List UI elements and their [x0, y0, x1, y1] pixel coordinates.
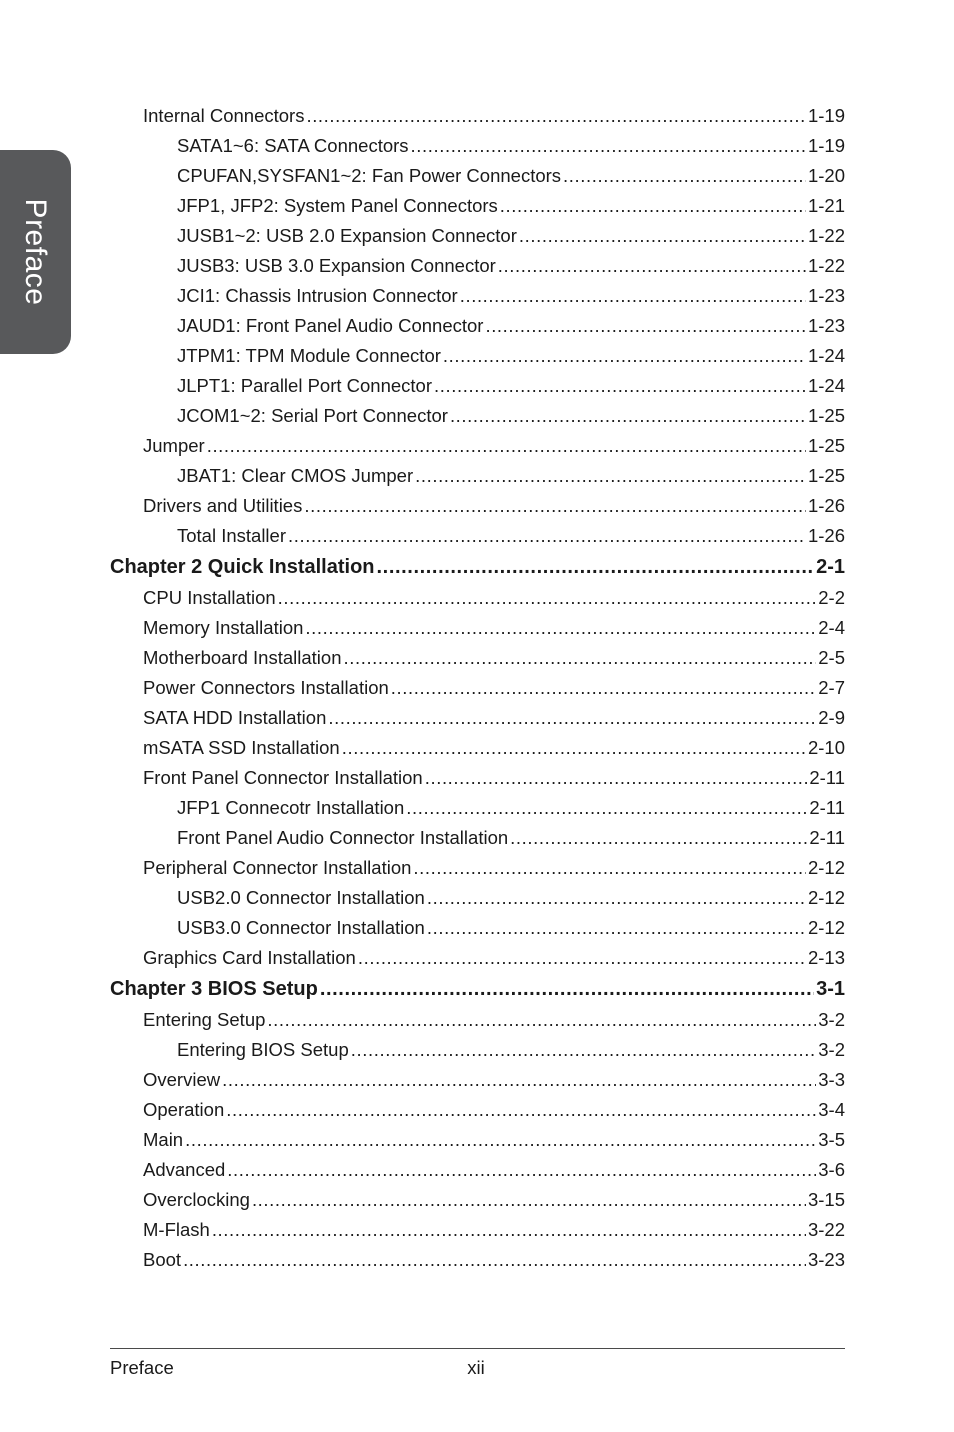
- toc-entry-title: Advanced: [143, 1159, 226, 1180]
- toc-entry-title: Jumper: [143, 435, 205, 456]
- toc-chapter-entry[interactable]: [110, 973, 845, 1005]
- toc-dot-leader: [226, 1095, 816, 1125]
- toc-entry[interactable]: [110, 1035, 845, 1065]
- toc-dot-leader: [500, 191, 806, 221]
- side-tab-label: Preface: [19, 198, 52, 306]
- toc-entry-title: JUSB1~2: USB 2.0 Expansion Connector: [177, 225, 517, 246]
- toc-dot-leader: [343, 643, 816, 673]
- toc-dot-leader: [305, 613, 816, 643]
- toc-entry-title: CPU Installation: [143, 587, 276, 608]
- toc-entry-page: 1-26: [807, 525, 845, 546]
- toc-entry-title: JLPT1: Parallel Port Connector: [177, 375, 433, 396]
- toc-dot-leader: [413, 853, 806, 883]
- toc-entry[interactable]: [110, 1245, 845, 1275]
- toc-entry-page: 1-23: [807, 285, 845, 306]
- toc-entry-page: 1-20: [807, 165, 845, 186]
- toc-entry[interactable]: [110, 161, 845, 191]
- toc-entry-title: Entering Setup: [143, 1009, 266, 1030]
- toc-entry-title: Operation: [143, 1099, 225, 1120]
- toc-entry[interactable]: [110, 521, 845, 551]
- toc-dot-leader: [288, 521, 806, 551]
- toc-entry-page: 1-25: [807, 405, 845, 426]
- toc-dot-leader: [377, 551, 815, 583]
- toc-entry[interactable]: [110, 1065, 845, 1095]
- toc-dot-leader: [342, 733, 806, 763]
- toc-dot-leader: [427, 913, 806, 943]
- toc-entry[interactable]: [110, 913, 845, 943]
- toc-entry-title: Boot: [143, 1249, 182, 1270]
- toc-entry-title: JCOM1~2: Serial Port Connector: [177, 405, 448, 426]
- toc-entry-page: 1-19: [807, 135, 845, 156]
- toc-entry-page: 2-11: [809, 767, 845, 788]
- toc-dot-leader: [207, 431, 806, 461]
- toc-entry-title: Chapter 2 Quick Installation: [110, 556, 375, 578]
- toc-entry-page: 1-22: [807, 255, 845, 276]
- toc-entry-page: 3-2: [818, 1039, 845, 1060]
- toc-entry-page: 2-11: [809, 827, 845, 848]
- toc-entry-title: Overview: [143, 1069, 221, 1090]
- toc-entry-title: Entering BIOS Setup: [177, 1039, 349, 1060]
- toc-entry-page: 3-3: [818, 1069, 845, 1090]
- toc-dot-leader: [183, 1245, 806, 1275]
- toc-entry[interactable]: [110, 101, 845, 131]
- toc-entry[interactable]: [110, 1005, 845, 1035]
- toc-entry-title: mSATA SSD Installation: [143, 737, 340, 758]
- toc-entry-page: 1-24: [807, 345, 845, 366]
- toc-entry[interactable]: [110, 311, 845, 341]
- toc-entry-page: 3-5: [818, 1129, 845, 1150]
- toc-dot-leader: [391, 673, 816, 703]
- toc-entry-page: 2-9: [818, 707, 845, 728]
- toc-entry-page: 1-19: [807, 105, 845, 126]
- toc-entry-page: 2-13: [807, 947, 845, 968]
- toc-dot-leader: [443, 341, 806, 371]
- toc-entry[interactable]: [110, 703, 845, 733]
- toc-entry-page: 2-11: [809, 797, 845, 818]
- toc-entry[interactable]: [110, 823, 845, 853]
- toc-entry-page: 3-2: [818, 1009, 845, 1030]
- toc-entry-page: 3-15: [807, 1189, 845, 1210]
- toc-entry[interactable]: [110, 281, 845, 311]
- toc-entry[interactable]: [110, 1215, 845, 1245]
- footer-page-number: xii: [467, 1357, 485, 1378]
- toc-entry[interactable]: [110, 733, 845, 763]
- toc-entry-title: Main: [143, 1129, 184, 1150]
- toc-dot-leader: [252, 1185, 806, 1215]
- toc-entry[interactable]: [110, 191, 845, 221]
- toc-entry-title: M-Flash: [143, 1219, 210, 1240]
- toc-dot-leader: [304, 491, 806, 521]
- toc-entry-title: Memory Installation: [143, 617, 304, 638]
- toc-dot-leader: [227, 1155, 816, 1185]
- toc-dot-leader: [427, 883, 806, 913]
- toc-entry-title: SATA1~6: SATA Connectors: [177, 135, 409, 156]
- toc-entry-page: 1-21: [807, 195, 845, 216]
- toc-entry-page: 3-23: [807, 1249, 845, 1270]
- toc-entry-title: JBAT1: Clear CMOS Jumper: [177, 465, 414, 486]
- toc-entry-page: 2-5: [818, 647, 845, 668]
- toc-entry[interactable]: [110, 763, 845, 793]
- footer-section-title: Preface: [110, 1357, 174, 1378]
- toc-entry-title: Internal Connectors: [143, 105, 305, 126]
- toc-entry-title: Drivers and Utilities: [143, 495, 303, 516]
- toc-entry-page: 2-10: [807, 737, 845, 758]
- toc-entry[interactable]: [110, 583, 845, 613]
- toc-entry-page: 1-26: [807, 495, 845, 516]
- toc-entry[interactable]: [110, 883, 845, 913]
- toc-entry[interactable]: [110, 943, 845, 973]
- toc-entry[interactable]: [110, 613, 845, 643]
- toc-entry-page: 2-12: [807, 857, 845, 878]
- toc-entry-page: 2-12: [807, 917, 845, 938]
- toc-entry[interactable]: [110, 131, 845, 161]
- toc-entry-title: JFP1 Connecotr Installation: [177, 797, 405, 818]
- toc-entry-page: 1-23: [807, 315, 845, 336]
- toc-dot-leader: [415, 461, 806, 491]
- toc-entry-page: 1-22: [807, 225, 845, 246]
- toc-dot-leader: [185, 1125, 816, 1155]
- toc-dot-leader: [563, 161, 806, 191]
- toc-entry[interactable]: [110, 401, 845, 431]
- toc-entry[interactable]: [110, 853, 845, 883]
- toc-entry-title: Power Connectors Installation: [143, 677, 389, 698]
- toc-entry[interactable]: [110, 431, 845, 461]
- toc-entry-page: 2-12: [807, 887, 845, 908]
- toc-dot-leader: [460, 281, 806, 311]
- table-of-contents: [110, 101, 845, 1275]
- toc-entry-page: 2-4: [818, 617, 845, 638]
- toc-entry-title: USB2.0 Connector Installation: [177, 887, 425, 908]
- toc-entry[interactable]: [110, 371, 845, 401]
- toc-dot-leader: [212, 1215, 806, 1245]
- toc-entry-title: Front Panel Connector Installation: [143, 767, 423, 788]
- toc-entry-page: 2-2: [818, 587, 845, 608]
- toc-dot-leader: [320, 973, 814, 1005]
- toc-entry-title: JFP1, JFP2: System Panel Connectors: [177, 195, 498, 216]
- toc-entry-title: Overclocking: [143, 1189, 250, 1210]
- toc-entry[interactable]: [110, 1125, 845, 1155]
- toc-entry-title: SATA HDD Installation: [143, 707, 327, 728]
- toc-dot-leader: [485, 311, 806, 341]
- toc-entry-title: Peripheral Connector Installation: [143, 857, 412, 878]
- toc-entry-page: 1-24: [807, 375, 845, 396]
- toc-entry-page: 3-1: [816, 978, 845, 1000]
- toc-entry[interactable]: [110, 341, 845, 371]
- toc-entry[interactable]: [110, 1185, 845, 1215]
- toc-entry-title: Total Installer: [177, 525, 286, 546]
- toc-entry-title: Graphics Card Installation: [143, 947, 356, 968]
- toc-entry[interactable]: [110, 1095, 845, 1125]
- toc-dot-leader: [434, 371, 806, 401]
- toc-entry-title: JTPM1: TPM Module Connector: [177, 345, 441, 366]
- toc-entry-title: Front Panel Audio Connector Installation: [177, 827, 509, 848]
- toc-entry-title: Chapter 3 BIOS Setup: [110, 978, 318, 1000]
- toc-entry[interactable]: [110, 643, 845, 673]
- footer-divider: [110, 1348, 845, 1349]
- toc-entry-page: 3-4: [818, 1099, 845, 1120]
- toc-dot-leader: [425, 763, 808, 793]
- toc-entry-page: 1-25: [807, 435, 845, 456]
- toc-entry[interactable]: [110, 461, 845, 491]
- toc-dot-leader: [306, 101, 806, 131]
- toc-dot-leader: [358, 943, 806, 973]
- toc-dot-leader: [510, 823, 807, 853]
- toc-entry-page: 3-6: [818, 1159, 845, 1180]
- toc-dot-leader: [267, 1005, 816, 1035]
- toc-dot-leader: [222, 1065, 816, 1095]
- toc-entry-page: 3-22: [807, 1219, 845, 1240]
- toc-entry[interactable]: [110, 673, 845, 703]
- toc-dot-leader: [519, 221, 806, 251]
- toc-chapter-entry[interactable]: [110, 551, 845, 583]
- toc-entry[interactable]: [110, 1155, 845, 1185]
- toc-entry[interactable]: [110, 221, 845, 251]
- toc-dot-leader: [328, 703, 816, 733]
- toc-entry-title: JCI1: Chassis Intrusion Connector: [177, 285, 458, 306]
- toc-entry-title: JUSB3: USB 3.0 Expansion Connector: [177, 255, 496, 276]
- toc-dot-leader: [278, 583, 817, 613]
- toc-entry-title: JAUD1: Front Panel Audio Connector: [177, 315, 484, 336]
- toc-entry-page: 2-7: [818, 677, 845, 698]
- toc-dot-leader: [406, 793, 807, 823]
- toc-entry[interactable]: [110, 793, 845, 823]
- toc-entry[interactable]: [110, 251, 845, 281]
- toc-dot-leader: [411, 131, 806, 161]
- toc-entry-page: 2-1: [816, 556, 845, 578]
- toc-entry[interactable]: [110, 491, 845, 521]
- toc-dot-leader: [498, 251, 806, 281]
- toc-entry-title: USB3.0 Connector Installation: [177, 917, 425, 938]
- toc-entry-title: CPUFAN,SYSFAN1~2: Fan Power Connectors: [177, 165, 562, 186]
- toc-dot-leader: [450, 401, 806, 431]
- toc-entry-title: Motherboard Installation: [143, 647, 342, 668]
- toc-entry-page: 1-25: [807, 465, 845, 486]
- toc-dot-leader: [351, 1035, 817, 1065]
